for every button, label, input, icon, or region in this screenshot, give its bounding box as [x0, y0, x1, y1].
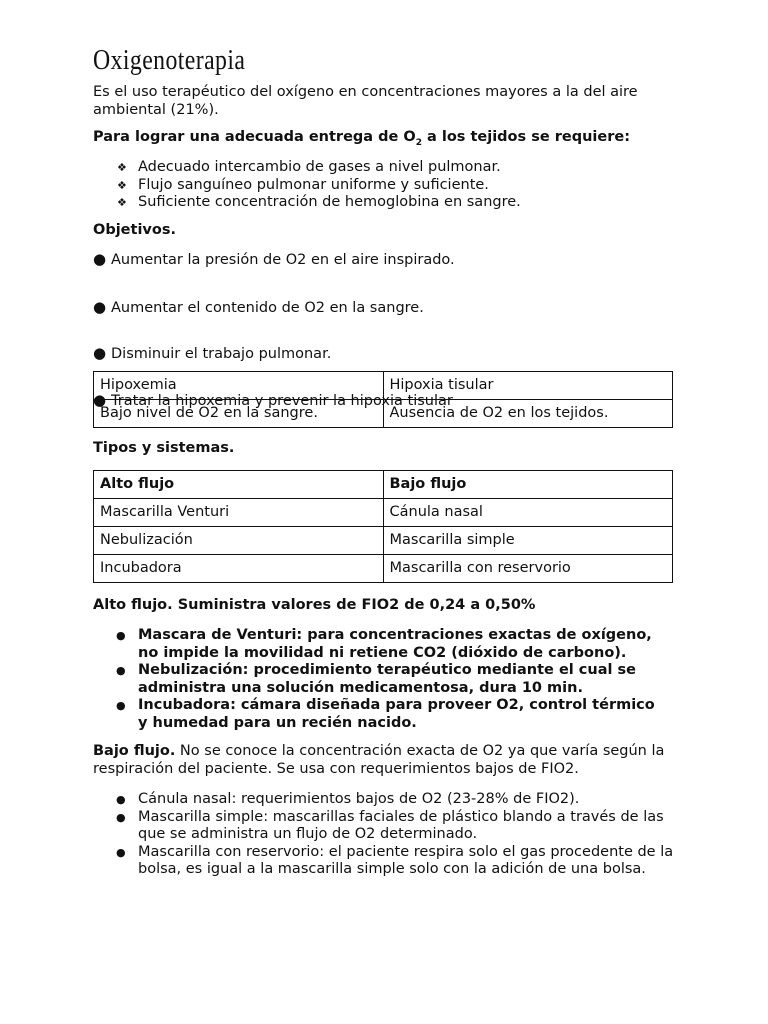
- objective-item: [93, 297, 768, 318]
- bullet-icon: ●: [116, 845, 126, 859]
- table-cell: Hipoxia tisular: [383, 372, 673, 400]
- table-cell: Incubadora: [94, 555, 384, 583]
- low-flow-text: No se conoce la concentración exacta de O2 ya que varía según la respiración del paciente. Se usa con requerimientos bajos de FIO2.: [93, 743, 665, 777]
- list-item: [93, 844, 678, 879]
- table-row: [94, 400, 673, 428]
- list-item: [93, 662, 663, 697]
- diamond-bullet-icon: ❖: [117, 196, 127, 209]
- list-item: [93, 627, 663, 662]
- requirement-heading: [93, 129, 683, 147]
- objective-text: Aumentar el contenido de O2 en la sangre.: [111, 299, 424, 316]
- table-row: [94, 555, 673, 583]
- objective-item: [93, 252, 768, 270]
- list-item-text: Cánula nasal: requerimientos bajos de O2 (23-28% de FIO2).: [138, 791, 580, 807]
- dot-bullet-icon: ●: [93, 250, 107, 268]
- list-item: [93, 194, 683, 212]
- objectives-heading: Objetivos.: [93, 222, 176, 238]
- objective-text: Disminuir el trabajo pulmonar.: [111, 346, 332, 362]
- list-item-text: Mascarilla con reservorio: el paciente respira solo el gas procedente de la bolsa, es igual a la mascarilla simple solo con la adición de una bolsa.: [138, 843, 674, 877]
- diamond-bullet-icon: ❖: [117, 161, 127, 174]
- table-row: [94, 499, 673, 527]
- list-item-text: Adecuado intercambio de gases a nivel pulmonar.: [138, 159, 501, 175]
- table-header-row: [94, 471, 673, 499]
- table-cell: Hipoxemia: [94, 372, 384, 400]
- flow-types-table: [93, 470, 673, 583]
- bullet-icon: ●: [116, 629, 126, 642]
- high-flow-heading: Alto flujo. Suministra valores de FIO2 de 0,24 a 0,50%: [93, 597, 536, 613]
- bullet-icon: ●: [116, 664, 126, 677]
- table-row: [94, 372, 673, 400]
- requirement-heading-sub: 2: [415, 137, 422, 148]
- diamond-bullet-icon: ❖: [117, 178, 127, 192]
- table-cell: Cánula nasal: [383, 499, 673, 527]
- bullet-icon: ●: [116, 793, 126, 806]
- table-cell: Mascarilla con reservorio: [383, 555, 673, 583]
- intro-text: Es el uso terapéutico del oxígeno en concentraciones mayores a la del aire ambiental (21%).: [93, 84, 638, 118]
- list-item-text: Flujo sanguíneo pulmonar uniforme y suficiente.: [138, 176, 489, 193]
- objective-item: [93, 346, 768, 364]
- dot-bullet-icon: ●: [93, 390, 107, 409]
- page-title: Oxigenoterapia: [93, 44, 246, 76]
- requirement-heading-after: a los tejidos se requiere:: [421, 129, 630, 145]
- list-item-text: Incubadora: cámara diseñada para proveer O2, control térmico y humedad para un recién nacido.: [138, 697, 655, 731]
- hypoxia-table: [93, 371, 673, 428]
- bullet-icon: ●: [116, 699, 126, 712]
- requirements-list: [93, 159, 683, 212]
- objective-text: Tratar la hipoxemia y prevenir la hipoxia tisular: [111, 392, 453, 409]
- dot-bullet-icon: ●: [93, 297, 107, 316]
- list-item-text: Suficiente concentración de hemoglobina en sangre.: [138, 194, 521, 210]
- table-cell: Mascarilla Venturi: [94, 499, 384, 527]
- high-flow-list: [93, 627, 663, 732]
- list-item: [93, 697, 663, 732]
- dot-bullet-icon: ●: [93, 344, 107, 362]
- low-flow-paragraph: [93, 743, 673, 778]
- requirement-heading-before: Para lograr una adecuada entrega de O: [93, 129, 416, 145]
- list-item-text: Mascara de Venturi: para concentraciones exactas de oxígeno, no impide la movilidad ni retiene CO2 (dióxido de carbono).: [138, 627, 652, 661]
- table-cell: Bajo nivel de O2 en la sangre.: [94, 400, 384, 428]
- list-item-text: Nebulización: procedimiento terapéutico mediante el cual se administra una solución medicamentosa, dura 10 min.: [138, 662, 636, 696]
- table-cell: Ausencia de O2 en los tejidos.: [383, 400, 673, 428]
- table-header-cell: Bajo flujo: [383, 471, 673, 499]
- low-flow-list: [93, 791, 678, 879]
- list-item: [93, 177, 683, 195]
- objective-text: Aumentar la presión de O2 en el aire inspirado.: [111, 252, 455, 268]
- table-cell: Mascarilla simple: [383, 527, 673, 555]
- table-header-cell: Alto flujo: [94, 471, 384, 499]
- list-item-text: Mascarilla simple: mascarillas faciales de plástico blando a través de las que se administra un flujo de O2 determinado.: [138, 808, 664, 842]
- table-cell: Nebulización: [94, 527, 384, 555]
- table-row: [94, 527, 673, 555]
- low-flow-label: Bajo flujo.: [93, 743, 176, 759]
- types-heading: Tipos y sistemas.: [93, 440, 235, 456]
- list-item: [93, 159, 683, 177]
- list-item: [93, 809, 678, 844]
- bullet-icon: ●: [116, 810, 126, 824]
- list-item: [93, 791, 678, 809]
